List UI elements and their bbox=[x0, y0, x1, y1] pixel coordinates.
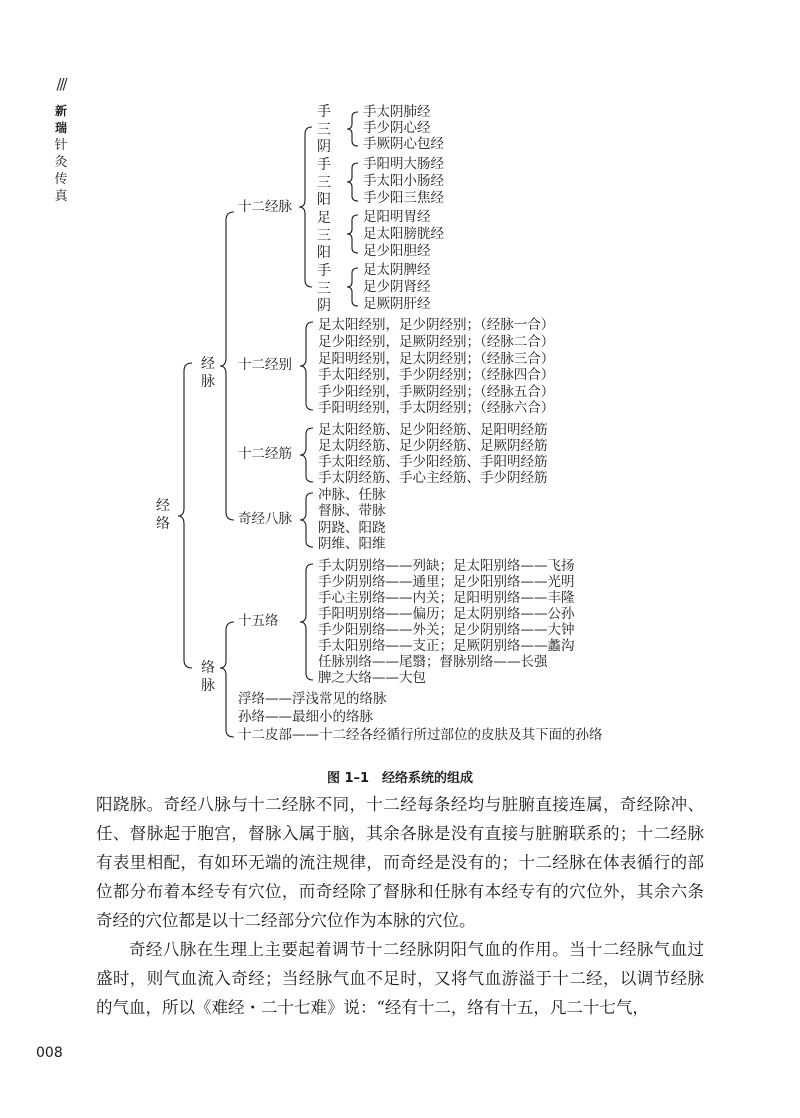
node-char: 脉 bbox=[201, 374, 215, 390]
meridian-item: 手厥阴心包经 bbox=[363, 136, 444, 152]
qijing-item: 督脉、带脉 bbox=[318, 503, 386, 519]
meridian-item: 足太阴脾经 bbox=[363, 262, 431, 278]
bracket-shou-san-yin bbox=[347, 112, 358, 146]
node-shier-jingjin: 十二经筋 bbox=[238, 446, 292, 462]
paragraph: 阳跷脉。奇经八脉与十二经脉不同，十二经每条经均与脏腑直接连属，奇经除冲、任、督脉起于胞宫，督脉入属于脑，其余各脉是没有直接与脏腑联系的；十二经脉有表里相配，有如环无端的流注规律，而奇经是没有的；十二经脉在体表循行的部位都分布着本经专有穴位，而奇经除了督脉和任脉有本经专有的穴位外，其余六条奇经的穴位都是以十二经部分穴位作为本脉的穴位。 bbox=[96, 795, 704, 930]
group-shou-san-yang bbox=[316, 157, 332, 210]
luo-other-item: 孙络——最细小的络脉 bbox=[238, 709, 373, 725]
node-char: 经 bbox=[156, 498, 170, 514]
group-char: 手 bbox=[317, 104, 331, 120]
node-luomai bbox=[200, 659, 216, 695]
jingjin-item: 足太阳经筋、足少阳经筋、足阳明经筋 bbox=[318, 422, 548, 438]
jingjin-item: 手太阳经筋、手少阳经筋、手阳明经筋 bbox=[318, 454, 548, 470]
series-char: 新 bbox=[54, 104, 67, 118]
luo-item: 手太阴别络——列缺；足太阳别络——飞扬 bbox=[318, 558, 575, 574]
book-title-char: 针 bbox=[54, 138, 68, 153]
node-char: 经 bbox=[201, 356, 215, 372]
group-char: 三 bbox=[317, 121, 331, 138]
luo-item: 手少阴别络——通里；足少阳别络——光明 bbox=[318, 574, 575, 590]
node-shier-jingmai: 十二经脉 bbox=[238, 199, 292, 215]
jingbie-item: 足太阳经别，足少阴经别；（经脉一合） bbox=[318, 317, 555, 333]
group-shou-san-yin bbox=[316, 104, 332, 157]
luo-other-item: 浮络——浮浅常见的络脉 bbox=[238, 691, 387, 707]
group-char: 三 bbox=[317, 280, 331, 297]
bracket-jingbie bbox=[300, 322, 313, 410]
bracket-shou-san-yin-2 bbox=[347, 268, 358, 306]
bracket-luomai bbox=[220, 622, 234, 737]
node-jingluo bbox=[155, 497, 171, 533]
luo-item: 任脉别络——尾翳；督脉别络——长强 bbox=[318, 654, 548, 670]
bracket-shiwu-luo bbox=[300, 564, 313, 680]
book-title-char: 传 bbox=[54, 172, 68, 187]
meridian-item: 足阳明胃经 bbox=[363, 209, 431, 225]
luo-item: 手心主别络——内关；足阳明别络——丰隆 bbox=[318, 590, 575, 606]
group-char: 阳 bbox=[317, 245, 331, 261]
bracket-jingjin bbox=[300, 428, 313, 482]
luo-item: 手阳明别络——偏历；足太阴别络——公孙 bbox=[318, 606, 575, 622]
meridian-item: 手阳明大肠经 bbox=[363, 156, 444, 172]
luo-other-item: 十二皮部——十二经各经循行所过部位的皮肤及其下面的孙络 bbox=[238, 727, 603, 743]
luo-item: 手太阳别络——支正；足厥阴别络——蠡沟 bbox=[318, 638, 575, 654]
group-char: 阳 bbox=[317, 192, 331, 208]
meridian-item: 足少阴肾经 bbox=[363, 279, 431, 295]
bracket-qijing bbox=[300, 493, 313, 547]
jingbie-item: 手阳明经别，手太阴经别；（经脉六合） bbox=[318, 400, 555, 416]
jingbie-item: 足阳明经别，足太阴经别；（经脉三合） bbox=[318, 351, 555, 367]
meridian-item: 足太阳膀胱经 bbox=[363, 226, 444, 242]
meridian-item: 足厥阴肝经 bbox=[363, 296, 431, 312]
meridian-item: 手少阳三焦经 bbox=[363, 190, 444, 206]
node-char: 络 bbox=[156, 516, 170, 532]
decorative-strokes: /// bbox=[56, 75, 66, 93]
qijing-item: 冲脉、任脉 bbox=[318, 487, 386, 503]
figure-caption: 图 1–1 经络系统的组成 bbox=[326, 771, 474, 786]
book-title-char: 真 bbox=[54, 189, 68, 204]
group-shou-san-yin-2 bbox=[316, 263, 332, 316]
bracket-shier-jingmai bbox=[299, 127, 312, 287]
series-char: 瑞 bbox=[54, 121, 67, 135]
node-jingmai bbox=[200, 355, 216, 391]
group-zu-san-yang bbox=[316, 210, 332, 263]
bracket-zu-san-yang bbox=[347, 215, 358, 253]
bracket-shou-san-yang bbox=[347, 163, 358, 201]
page-number: 008 bbox=[36, 1045, 63, 1061]
node-char: 脉 bbox=[201, 678, 215, 694]
luo-item: 脾之大络——大包 bbox=[318, 670, 426, 686]
jingbie-item: 手少阳经别，手厥阴经别；（经脉五合） bbox=[318, 384, 555, 400]
qijing-item: 阴跷、阳跷 bbox=[318, 520, 386, 536]
qijing-item: 阴维、阳维 bbox=[318, 536, 386, 552]
luo-item: 手少阳别络——外关；足少阴别络——大钟 bbox=[318, 622, 575, 638]
node-qijing-bamai: 奇经八脉 bbox=[238, 511, 292, 527]
jingbie-item: 手太阳经别，手少阴经别；（经脉四合） bbox=[318, 367, 555, 383]
jingjin-item: 足太阴经筋、足少阴经筋、足厥阴经筋 bbox=[318, 438, 548, 454]
book-title-char: 灸 bbox=[54, 155, 68, 170]
meridian-item: 手少阴心经 bbox=[363, 120, 431, 136]
group-char: 阴 bbox=[317, 298, 331, 314]
group-char: 三 bbox=[317, 227, 331, 244]
meridian-item: 手太阴肺经 bbox=[363, 104, 431, 120]
meridian-item: 手太阳小肠经 bbox=[363, 173, 444, 189]
group-char: 足 bbox=[317, 210, 331, 226]
body-text bbox=[96, 790, 704, 1022]
bracket-root bbox=[178, 363, 192, 668]
group-char: 手 bbox=[317, 157, 331, 173]
paragraph: 奇经八脉在生理上主要起着调节十二经脉阴阳气血的作用。当十二经脉气血过盛时，则气血流入奇经；当经脉气血不足时，又将气血游溢于十二经，以调节经脉的气血，所以《难经・二十七难》说：“经有十二，络有十五，凡二十七气， bbox=[96, 940, 704, 1017]
bracket-jingmai bbox=[220, 212, 234, 520]
node-shier-jingbie: 十二经别 bbox=[238, 357, 292, 373]
node-shiwu-luo: 十五络 bbox=[238, 613, 279, 629]
node-char: 络 bbox=[201, 660, 215, 676]
group-char: 阴 bbox=[317, 139, 331, 155]
jingbie-item: 足少阳经别，足厥阴经别；（经脉二合） bbox=[318, 334, 555, 350]
group-char: 三 bbox=[317, 174, 331, 191]
meridian-item: 足少阳胆经 bbox=[363, 243, 431, 259]
group-char: 手 bbox=[317, 263, 331, 279]
jingjin-item: 手太阴经筋、手心主经筋、手少阴经筋 bbox=[318, 470, 548, 486]
